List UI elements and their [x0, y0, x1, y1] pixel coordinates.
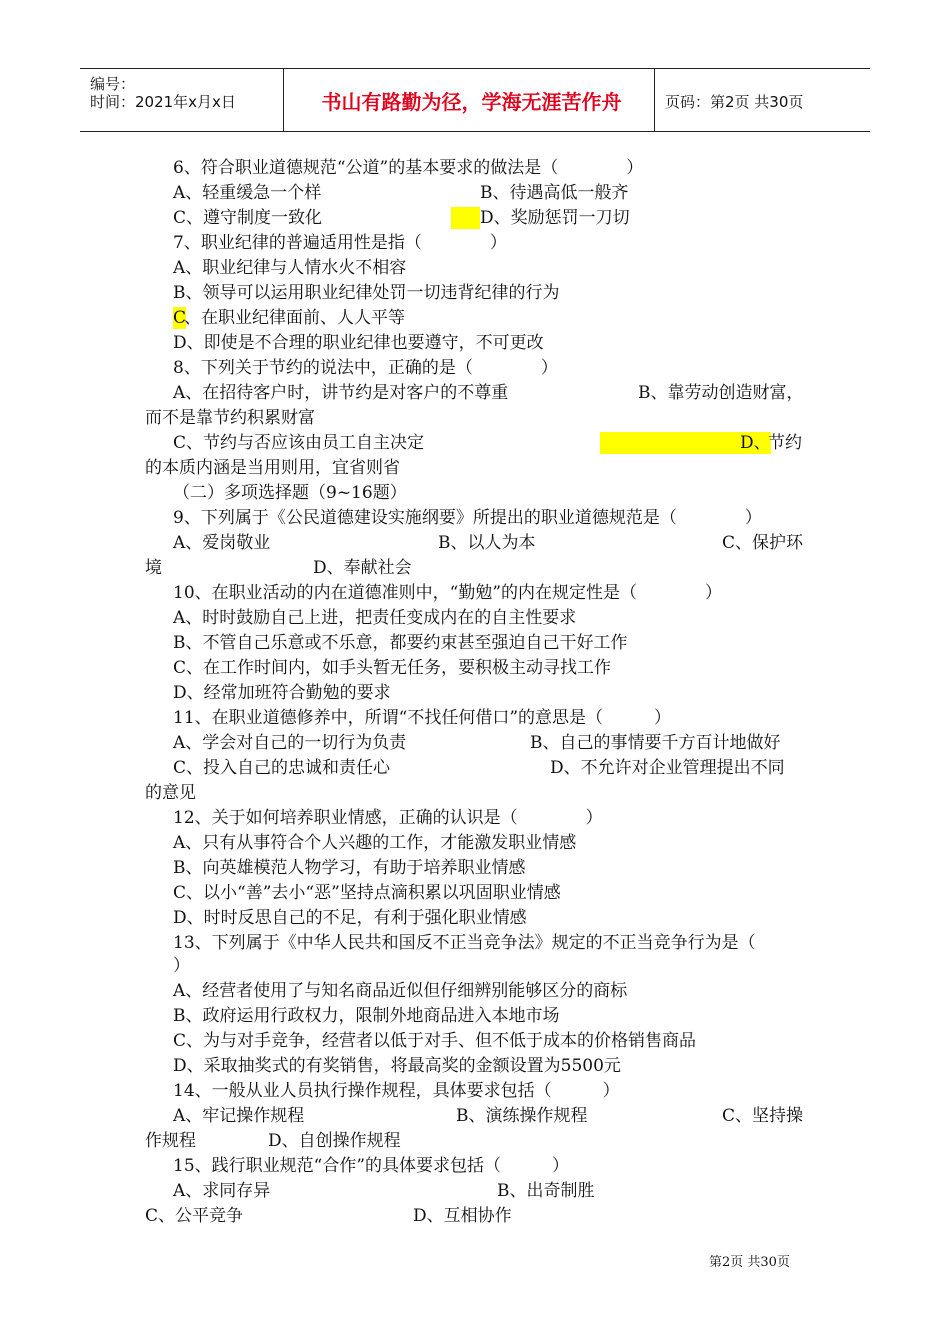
option-13d: D、采取抽奖式的有奖销售，将最高奖的金额设置为5500元 [173, 1056, 621, 1076]
option-8d-label: D、 [740, 433, 771, 453]
page-footer: 第2页 共30页 [709, 1255, 790, 1270]
option-8a: A、在招待客户时，讲节约是对客户的不尊重 [173, 383, 509, 403]
option-8d-cont: 的本质内涵是当用则用，宜省则省 [145, 458, 400, 478]
question-13-cont: ） [173, 956, 190, 976]
option-15a: A、求同存异 [173, 1181, 271, 1201]
page-number-label: 页码：第2页 共30页 [665, 93, 804, 111]
question-14: 14、一般从业人员执行操作规程，具体要求包括（ ） [173, 1081, 620, 1101]
option-9b: B、以人为本 [438, 533, 536, 553]
question-8: 8、下列关于节约的说法中，正确的是（ ） [173, 358, 558, 378]
option-12a: A、只有从事符合个人兴趣的工作，才能激发职业情感 [173, 833, 577, 853]
option-12b: B、向英雄模范人物学习，有助于培养职业情感 [173, 858, 526, 878]
option-15d: D、互相协作 [413, 1206, 512, 1226]
option-10d: D、经常加班符合勤勉的要求 [173, 683, 391, 703]
question-7: 7、职业纪律的普遍适用性是指（ ） [173, 233, 507, 253]
option-7b: B、领导可以运用职业纪律处罚一切违背纪律的行为 [173, 283, 560, 303]
option-8b: B、靠劳动创造财富， [638, 383, 804, 403]
question-9: 9、下列属于《公民道德建设实施纲要》所提出的职业道德规范是（ ） [173, 508, 762, 528]
option-13b: B、政府运用行政权力，限制外地商品进入本地市场 [173, 1006, 560, 1026]
question-6: 6、符合职业道德规范“公道”的基本要求的做法是（ ） [173, 158, 644, 178]
option-14a: A、牢记操作规程 [173, 1106, 305, 1126]
option-6b: B、待遇高低一般齐 [480, 183, 629, 203]
option-11a: A、学会对自己的一切行为负责 [173, 733, 407, 753]
option-9d: D、奉献社会 [313, 558, 412, 578]
answer-highlight-c: C [173, 308, 187, 328]
option-15c: C、公平竞争 [145, 1206, 244, 1226]
question-15: 15、践行职业规范“合作”的具体要求包括（ ） [173, 1156, 570, 1176]
option-14c: C、坚持操 [722, 1106, 804, 1126]
option-13c: C、为与对手竞争，经营者以低于对手、但不低于成本的价格销售商品 [173, 1031, 697, 1051]
option-10b: B、不管自己乐意或不乐意，都要约束甚至强迫自己干好工作 [173, 633, 628, 653]
option-7d: D、即使是不合理的职业纪律也要遵守，不可更改 [173, 333, 544, 353]
option-11d: D、不允许对企业管理提出不同 [550, 758, 785, 778]
option-12c: C、以小“善”去小“恶”坚持点滴积累以巩固职业情感 [173, 883, 561, 903]
question-12: 12、关于如何培养职业情感，正确的认识是（ ） [173, 808, 603, 828]
option-8c: C、节约与否应该由员工自主决定 [173, 433, 425, 453]
option-6d: D、奖励惩罚一刀切 [480, 208, 630, 228]
option-9c: C、保护环 [722, 533, 804, 553]
option-11c: C、投入自己的忠诚和责任心 [173, 758, 391, 778]
section-heading: （二）多项选择题（9~16题） [173, 483, 407, 503]
option-10a: A、时时鼓励自己上进，把责任变成内在的自主性要求 [173, 608, 577, 628]
answer-highlight [600, 432, 740, 454]
header-divider [283, 69, 284, 131]
option-6c: C、遵守制度一致化 [173, 208, 323, 228]
option-12d: D、时时反思自己的不足，有利于强化职业情感 [173, 908, 527, 928]
question-10: 10、在职业活动的内在道德准则中，“勤勉”的内在规定性是（ ） [173, 583, 723, 603]
option-15b: B、出奇制胜 [497, 1181, 595, 1201]
option-13a: A、经营者使用了与知名商品近似但仔细辨别能够区分的商标 [173, 981, 628, 1001]
option-7c: 、在职业纪律面前、人人平等 [184, 308, 405, 328]
option-10c: C、在工作时间内，如手头暂无任务，要积极主动寻找工作 [173, 658, 612, 678]
option-11b: B、自己的事情要千方百计地做好 [530, 733, 781, 753]
question-11: 11、在职业道德修养中，所谓“不找任何借口”的意思是（ ） [173, 708, 672, 728]
option-14c-cont: 作规程 [145, 1131, 196, 1151]
code-label: 编号： [90, 75, 136, 93]
question-13: 13、下列属于《中华人民共和国反不正当竞争法》规定的不正当竞争行为是（ [173, 933, 756, 953]
option-8b-cont: 而不是靠节约积累财富 [145, 408, 315, 428]
option-11d-cont: 的意见 [145, 783, 196, 803]
option-9a: A、爱岗敬业 [173, 533, 271, 553]
option-8d: 节约 [768, 433, 802, 453]
answer-highlight [451, 207, 480, 229]
document-header [80, 68, 870, 132]
option-9c-cont: 境 [145, 558, 162, 578]
motto-title: 书山有路勤为径，学海无涯苦作舟 [321, 90, 622, 114]
option-6a: A、轻重缓急一个样 [173, 183, 322, 203]
option-14d: D、自创操作规程 [268, 1131, 401, 1151]
option-7a: A、职业纪律与人情水火不相容 [173, 258, 407, 278]
option-14b: B、演练操作规程 [456, 1106, 588, 1126]
date-label: 时间：2021年x月x日 [90, 93, 236, 111]
